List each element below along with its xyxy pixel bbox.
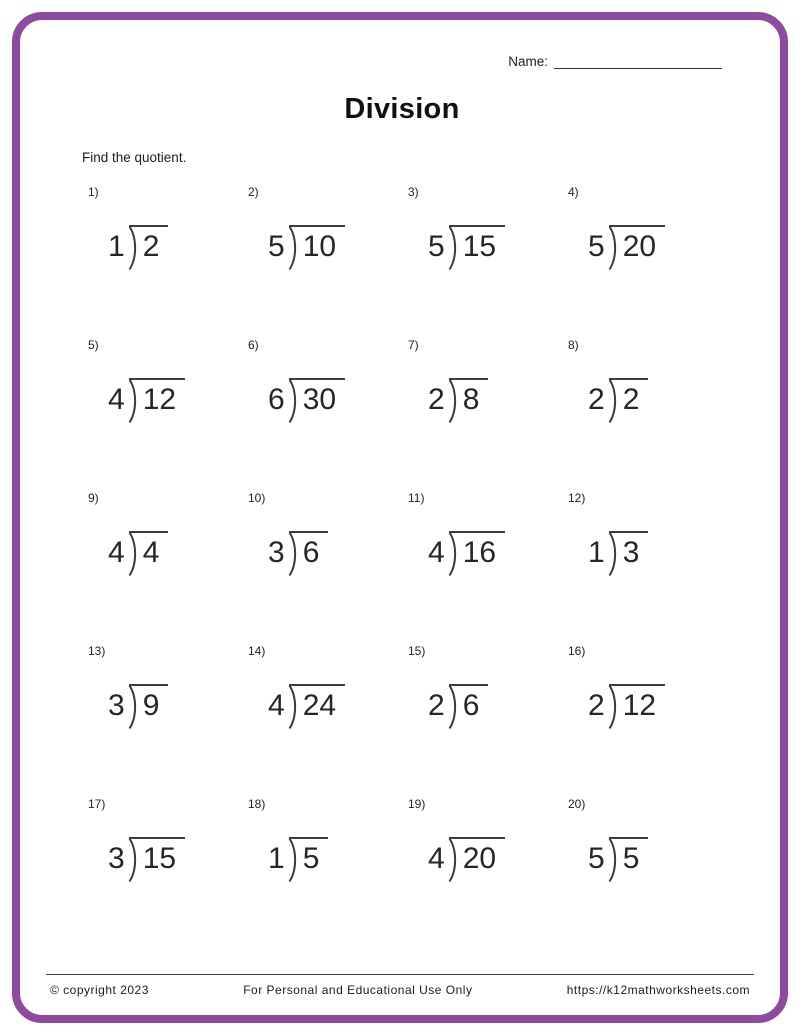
problem-number: 17): [88, 797, 106, 811]
footer-divider: [46, 974, 754, 975]
division-problem: [402, 332, 562, 485]
division-expression: [268, 531, 328, 577]
division-problem: [562, 332, 722, 485]
divisor: 4: [268, 689, 285, 722]
divisor: 4: [108, 536, 125, 569]
worksheet-content: [20, 20, 780, 1015]
dividend: 4: [129, 531, 169, 571]
dividend: 20: [449, 837, 505, 877]
dividend: 6: [449, 684, 489, 724]
divisor: 5: [428, 230, 445, 263]
division-problem: [242, 638, 402, 791]
dividend: 5: [289, 837, 329, 877]
division-expression: [588, 684, 665, 730]
division-expression: [428, 378, 488, 424]
division-problem: [242, 332, 402, 485]
dividend: 24: [289, 684, 345, 724]
problem-number: 20): [568, 797, 586, 811]
divisor: 3: [108, 689, 125, 722]
problem-number: 11): [408, 491, 425, 505]
site-url: https://k12mathworksheets.com: [566, 983, 750, 997]
name-label: Name:: [508, 54, 548, 69]
problem-number: 4): [568, 185, 579, 199]
problem-number: 12): [568, 491, 586, 505]
division-expression: [268, 684, 345, 730]
division-problem: [242, 485, 402, 638]
divisor: 4: [108, 383, 125, 416]
division-problem: [562, 638, 722, 791]
division-problem: [562, 485, 722, 638]
divisor: 4: [428, 842, 445, 875]
problems-grid: [82, 179, 722, 944]
division-expression: [108, 225, 168, 271]
division-expression: [108, 837, 185, 883]
dividend: 16: [449, 531, 505, 571]
worksheet-title: Division: [344, 93, 460, 125]
problem-number: 19): [408, 797, 426, 811]
division-expression: [588, 531, 648, 577]
dividend: 20: [609, 225, 665, 265]
dividend: 30: [289, 378, 345, 418]
divisor: 2: [588, 689, 605, 722]
division-problem: [402, 791, 562, 944]
dividend: 6: [289, 531, 329, 571]
divisor: 4: [428, 536, 445, 569]
problem-number: 5): [88, 338, 99, 352]
division-problem: [242, 791, 402, 944]
division-expression: [268, 225, 345, 271]
divisor: 2: [428, 383, 445, 416]
problem-number: 9): [88, 491, 99, 505]
division-expression: [108, 684, 168, 730]
instruction-text: Find the quotient.: [82, 150, 187, 165]
division-problem: [402, 485, 562, 638]
division-expression: [268, 378, 345, 424]
divisor: 1: [268, 842, 285, 875]
divisor: 2: [588, 383, 605, 416]
division-problem: [82, 638, 242, 791]
division-expression: [108, 531, 168, 577]
problem-number: 2): [248, 185, 259, 199]
dividend: 12: [609, 684, 665, 724]
problem-number: 3): [408, 185, 419, 199]
division-expression: [588, 378, 648, 424]
problem-number: 6): [248, 338, 259, 352]
division-expression: [108, 378, 185, 424]
problem-number: 15): [408, 644, 426, 658]
page-frame: [12, 12, 788, 1023]
problem-number: 10): [248, 491, 266, 505]
divisor: 5: [588, 230, 605, 263]
divisor: 5: [588, 842, 605, 875]
division-problem: [82, 332, 242, 485]
division-expression: [428, 837, 505, 883]
divisor: 1: [108, 230, 125, 263]
division-expression: [588, 225, 665, 271]
usage-text: For Personal and Educational Use Only: [243, 983, 473, 997]
problem-number: 8): [568, 338, 579, 352]
division-expression: [428, 531, 505, 577]
divisor: 1: [588, 536, 605, 569]
divisor: 6: [268, 383, 285, 416]
division-problem: [402, 179, 562, 332]
problem-number: 13): [88, 644, 106, 658]
dividend: 5: [609, 837, 649, 877]
dividend: 15: [449, 225, 505, 265]
dividend: 3: [609, 531, 649, 571]
divisor: 3: [268, 536, 285, 569]
division-problem: [82, 179, 242, 332]
division-problem: [82, 791, 242, 944]
divisor: 2: [428, 689, 445, 722]
problem-number: 14): [248, 644, 266, 658]
problem-number: 18): [248, 797, 266, 811]
dividend: 10: [289, 225, 345, 265]
division-problem: [82, 485, 242, 638]
problem-number: 16): [568, 644, 586, 658]
name-blank-line: [554, 55, 722, 69]
dividend: 12: [129, 378, 185, 418]
divisor: 3: [108, 842, 125, 875]
division-problem: [562, 791, 722, 944]
copyright-text: © copyright 2023: [50, 983, 149, 997]
division-expression: [428, 684, 488, 730]
dividend: 15: [129, 837, 185, 877]
dividend: 8: [449, 378, 489, 418]
division-expression: [588, 837, 648, 883]
division-expression: [428, 225, 505, 271]
name-row: [82, 54, 722, 69]
division-problem: [402, 638, 562, 791]
division-problem: [242, 179, 402, 332]
dividend: 9: [129, 684, 169, 724]
footer-row: [46, 983, 754, 997]
problem-number: 7): [408, 338, 419, 352]
page-footer: [46, 974, 754, 997]
dividend: 2: [609, 378, 649, 418]
dividend: 2: [129, 225, 169, 265]
division-expression: [268, 837, 328, 883]
divisor: 5: [268, 230, 285, 263]
division-problem: [562, 179, 722, 332]
problem-number: 1): [88, 185, 99, 199]
